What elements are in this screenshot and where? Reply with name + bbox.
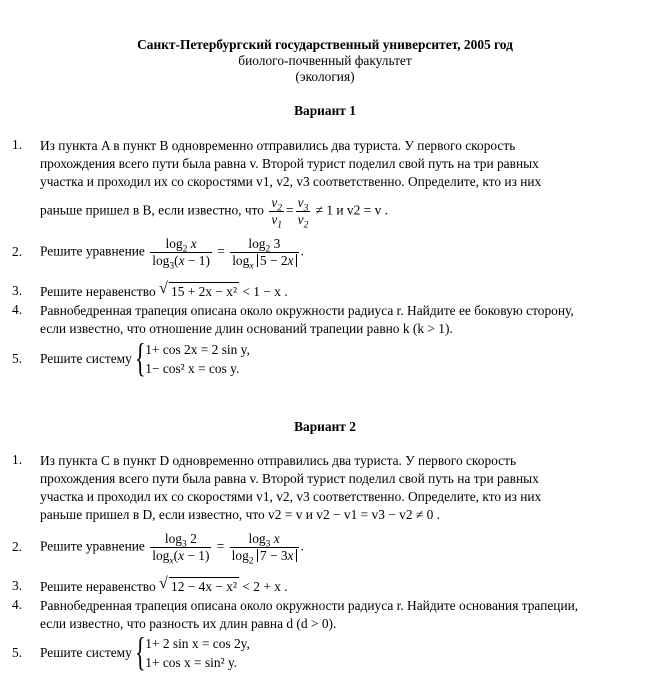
system-equation-2: 1− cos² x = cos y. [145, 361, 240, 376]
problem-text-line: прохождения всего пути была равна v. Второй турист поделил свой путь на три равных [40, 471, 539, 486]
problem-number: 5. [12, 645, 23, 660]
system-equation-1: 1+ cos 2x = 2 sin y, [145, 342, 250, 357]
equation-right-fraction: $\frac{\log_2 3}{\log_x 5 - 2x}$ [230, 236, 298, 269]
problem-text-line: участка и проходил их со скоростями v1, v2, v3 соответственно. Определите, кто из них [40, 489, 542, 504]
problem-number: 4. [12, 302, 23, 317]
problem-lead: Решите уравнение [40, 243, 145, 259]
problem-lead: Решите систему [40, 351, 132, 366]
problem-number: 2. [12, 539, 23, 554]
ratio-v2-v1: $\frac{v_2}{v_1}$ [271, 195, 283, 231]
problem-number: 5. [12, 351, 23, 366]
problem-text-line: если известно, что разность их длин равна d (d > 0). [40, 616, 337, 631]
equation-system: { 1+ cos 2x = 2 sin y, 1− cos² x = cos y. [135, 335, 250, 380]
system-equation-1: 1+ 2 sin x = cos 2y, [145, 636, 250, 651]
problem-number: 4. [12, 597, 23, 612]
problem-number: 1. [12, 137, 23, 152]
problem-text-line: прохождения всего пути была равна v. Второй турист поделил свой путь на три равных [40, 156, 539, 171]
equation-left-fraction: $\frac{\log_3 2}{\log_x(x - 1)}$ [152, 531, 210, 567]
equation-system: { 1+ 2 sin x = cos 2y, 1+ cos x = sin² y. [135, 629, 250, 674]
problem-text-line: Равнобедренная трапеция описана около окружности радиуса r. Найдите ее боковую сторону, [40, 303, 574, 318]
problem-number: 3. [12, 578, 23, 593]
problem-text-line: участка и проходил их со скоростями v1, v2, v3 соответственно. Определите, кто из них [40, 174, 542, 189]
square-root: √ 15 + 2x − x² [159, 280, 238, 299]
problem-lead: Решите неравенство [40, 579, 156, 594]
problem-text-line: раньше пришел в D, если известно, что v2 = v и v2 − v1 = v3 − v2 ≠ 0 . [40, 507, 440, 522]
equation-left-fraction: $\frac{\log_2 x}{\log_3(x - 1)}$ [152, 236, 210, 272]
exam-page: Санкт-Петербургский государственный университет, 2005 год биолого-почвенный факультет (экология) Вариант 1 1. Из пункта A в пункт B одновременно отправились два туриста. У первого скорость прохождения всего пути была равна v. Второй турист поделил свой путь на три равных участка и проходил их со скоростями v1, v2, v3 соответственно. Определите, кто из них раньше пришел в B, если известно, что $\frac{v_2}{v_1}$ = $\frac{v_3}{v_2}$ ≠ 1 и v2 = v . 2. Решите уравнение $\frac{\log_2 x}{\log_3(x - 1)}$ = $\frac{\log_2 3}{\log_x 5 - 2x}$ . 3. Решите неравенство √ 15 + 2x − x² < 1 − x . 4. Равнобедренная трапеция описана около окружности радиуса r. Найдите ее боковую сторону, если известно, что отношение длин оснований трапеции равно k (k > 1). 5. Решите систему { 1+ cos 2x = 2 sin y, 1− cos² x = cos y. Вариант 2 1. Из пункта C в пункт D одновременно отправились два туриста. У первого скорость прохождения всего пути была равна v. Второй турист поделил свой путь на три равных участка и проходил их со скоростями v1, v2, v3 соответственно. Определите, кто из них раньше пришел в D, если известно, что v2 = v и v2 − v1 = v3 − v2 ≠ 0 . 2. Решите уравнение $\frac{\log_3 2}{\log_x(x - 1)}$ = $\frac{\log_3 x}{\log_2 7 - 3x}$ . 3. Решите неравенство √ 12 − 4x − x² < 2 + x . 4. Равнобедренная трапеция описана около окружности радиуса r. Найдите основания трапеции, если известно, что разность их длин равна d (d > 0). 5. Решите систему { 1+ 2 sin x = cos 2y, 1+ cos x = sin² y. [0, 0, 650, 680]
equation-right-fraction: $\frac{\log_3 x}{\log_2 7 - 3x}$ [230, 531, 299, 564]
variant-1-title: Вариант 1 [294, 103, 356, 118]
problem-text-line: Равнобедренная трапеция описана около окружности радиуса r. Найдите основания трапеции, [40, 598, 579, 613]
problem-number: 3. [12, 283, 23, 298]
problem-text: раньше пришел в B, если известно, что [40, 202, 264, 218]
faculty-name: биолого-почвенный факультет [238, 53, 412, 68]
ratio-v3-v2: $\frac{v_3}{v_2}$ [297, 195, 309, 231]
inequality-rhs: < 2 + x . [242, 579, 288, 594]
problem-text-line: если известно, что отношение длин оснований трапеции равно k (k > 1). [40, 321, 453, 336]
problem-text-line: Из пункта C в пункт D одновременно отправились два туриста. У первого скорость [40, 453, 517, 468]
problem-lead: Решите неравенство [40, 284, 156, 299]
problem-lead: Решите систему [40, 645, 132, 660]
department-name: (экология) [295, 69, 355, 84]
system-equation-2: 1+ cos x = sin² y. [145, 655, 238, 670]
square-root: √ 12 − 4x − x² [159, 575, 238, 594]
problem-number: 2. [12, 244, 23, 259]
problem-lead: Решите уравнение [40, 538, 145, 554]
problem-text-line: Из пункта A в пункт B одновременно отправились два туриста. У первого скорость [40, 138, 516, 153]
inequality-rhs: < 1 − x . [242, 284, 288, 299]
condition-text: ≠ 1 и v2 = v . [315, 202, 388, 218]
problem-condition-line: раньше пришел в B, если известно, что $\frac{v_2}{v_1}$ = $\frac{v_3}{v_2}$ ≠ 1 и v2 = v . [40, 195, 388, 231]
variant-2-title: Вариант 2 [294, 419, 356, 434]
university-title: Санкт-Петербургский государственный университет, 2005 год [137, 37, 513, 52]
problem-number: 1. [12, 452, 23, 467]
